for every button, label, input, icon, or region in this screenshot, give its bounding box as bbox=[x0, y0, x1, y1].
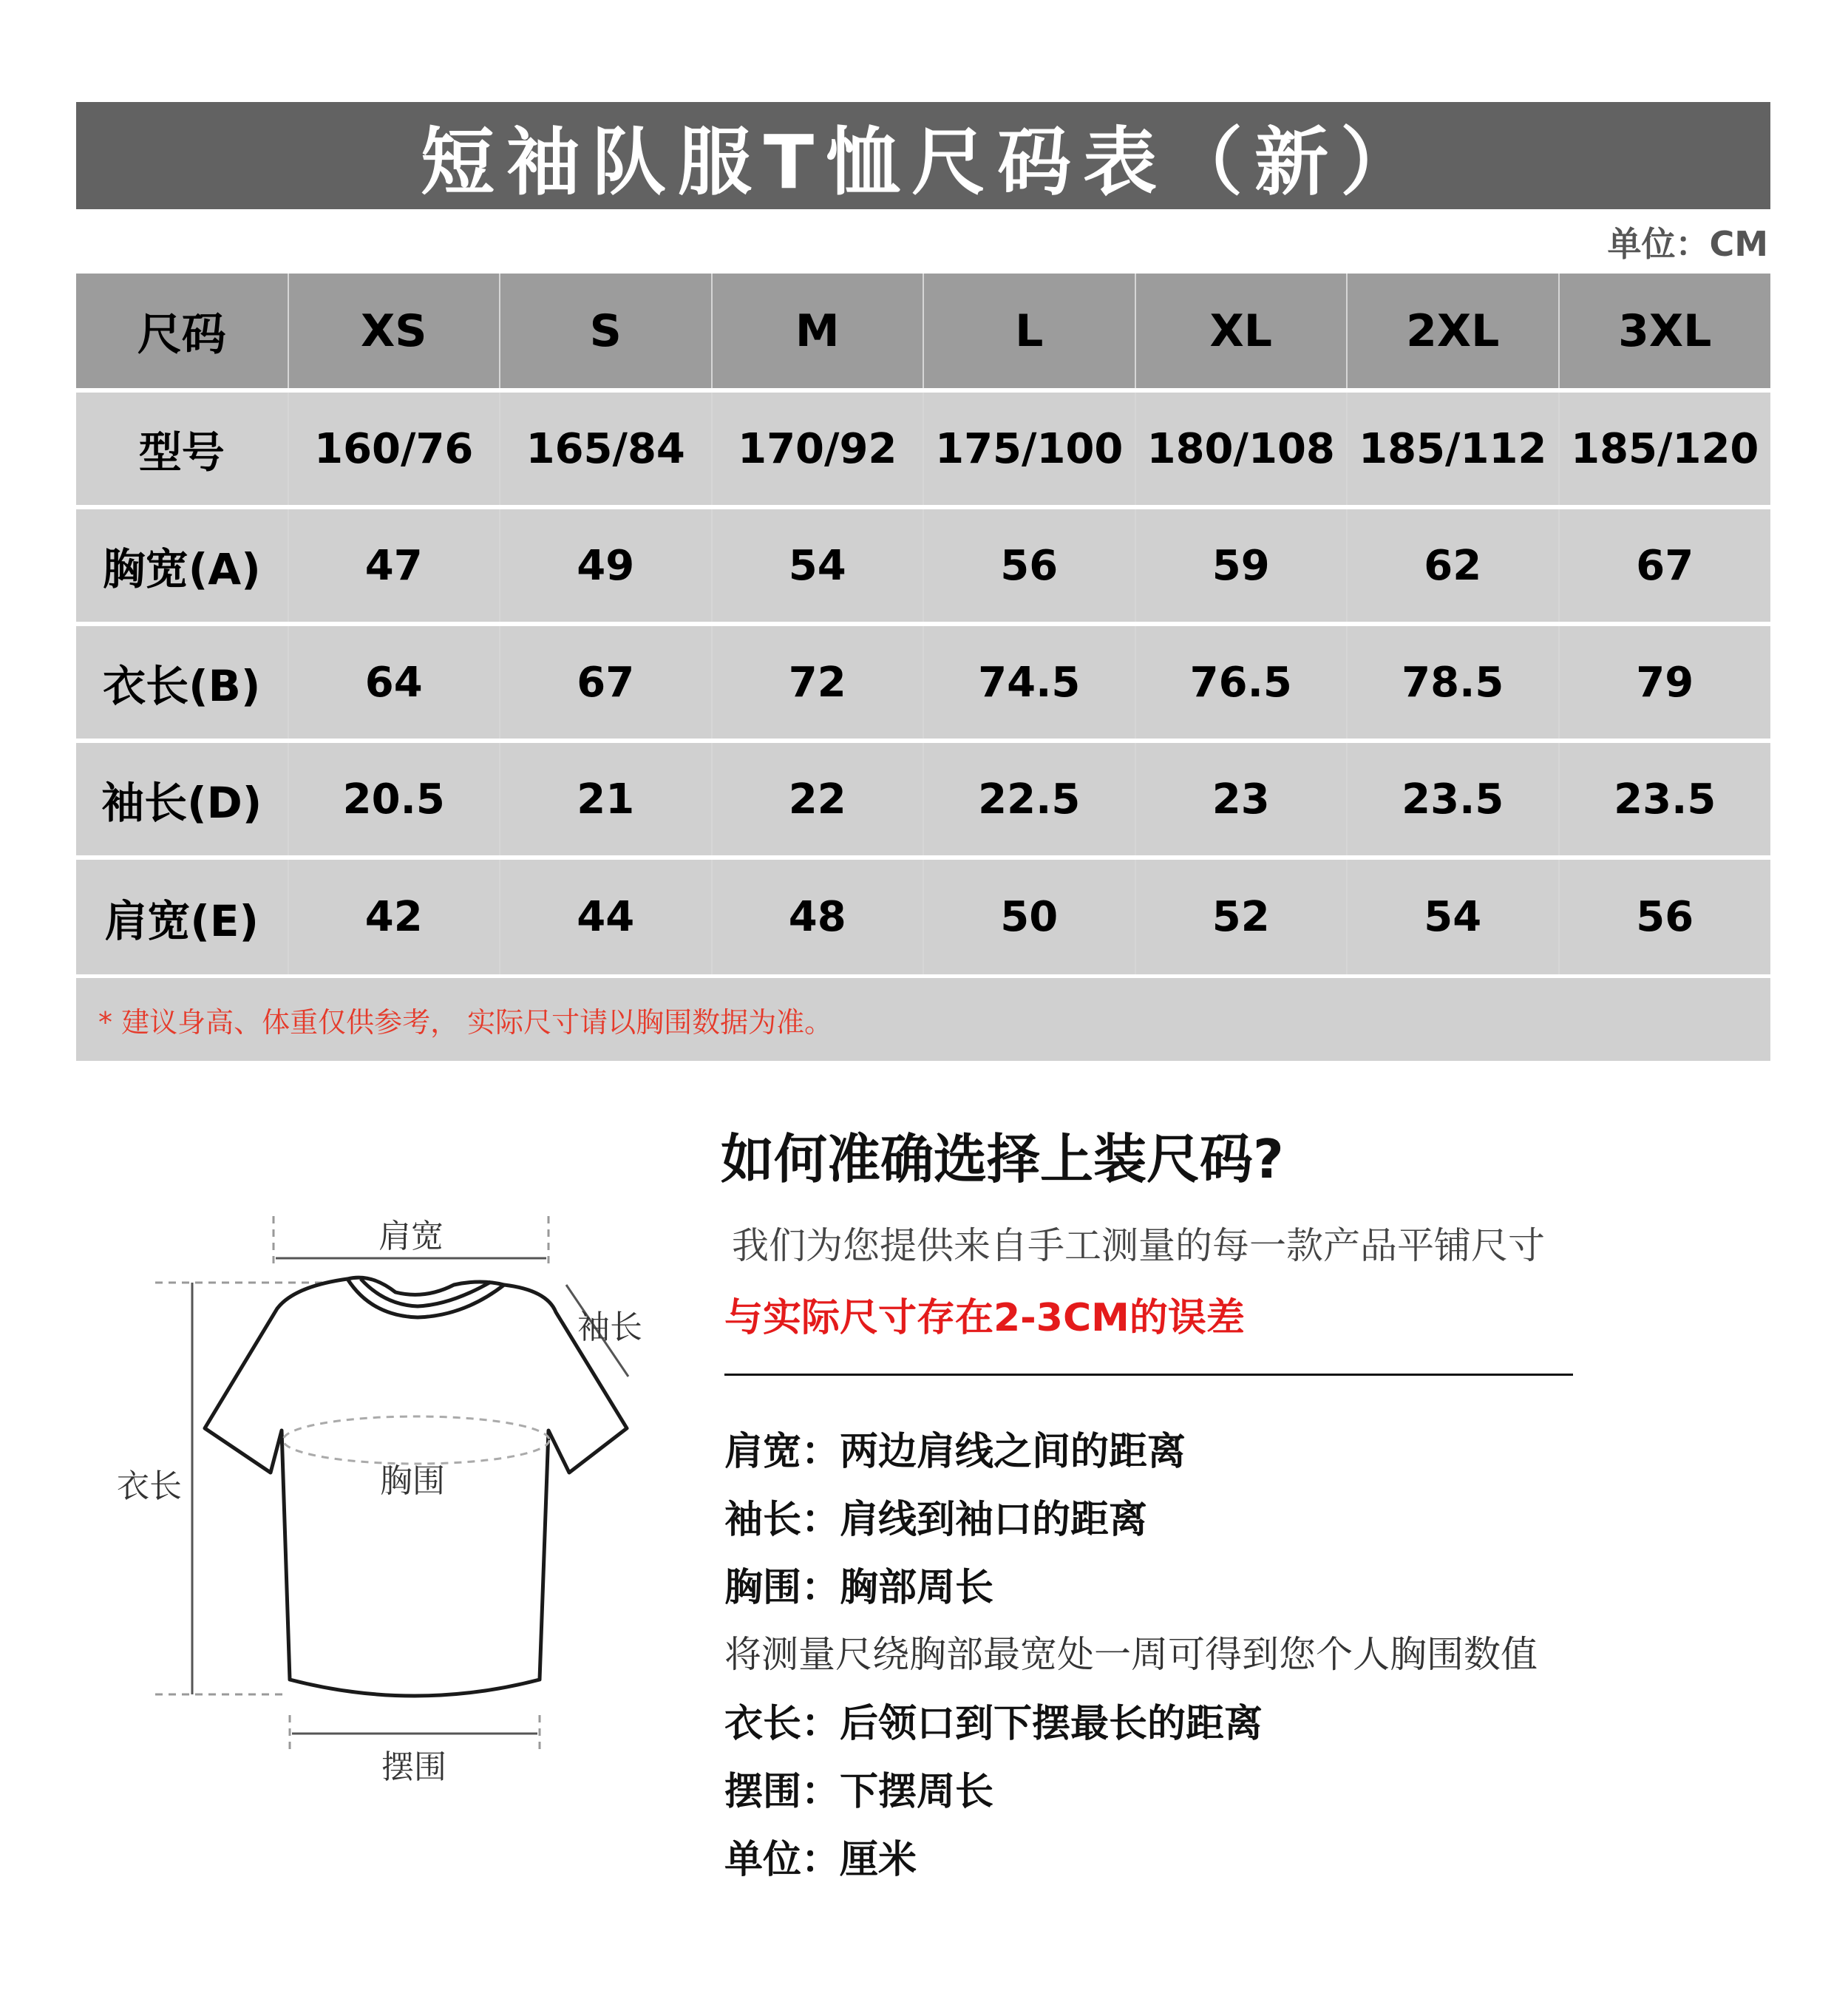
table-cell: 165/84 bbox=[500, 390, 712, 507]
guide-item-chest-tip: 将测量尺绕胸部最宽处一周可得到您个人胸围数值 bbox=[724, 1633, 1538, 1676]
unit-label: 单位：CM bbox=[1607, 224, 1768, 264]
table-cell: 23.5 bbox=[1347, 741, 1559, 858]
guide-list bbox=[724, 1413, 1626, 1890]
header-cell: XS bbox=[288, 274, 500, 390]
row-label: 胸宽(A) bbox=[76, 507, 288, 624]
row-label: 肩宽(E) bbox=[76, 858, 288, 974]
table-cell: 59 bbox=[1135, 507, 1348, 624]
row-label: 型号 bbox=[76, 390, 288, 507]
table-cell: 64 bbox=[288, 624, 500, 741]
divider bbox=[724, 1374, 1573, 1376]
table-cell: 47 bbox=[288, 507, 500, 624]
header-cell: XL bbox=[1135, 274, 1348, 390]
table-cell: 48 bbox=[712, 858, 924, 974]
guide-item-chest: 胸围：胸部周长 bbox=[724, 1565, 994, 1610]
table-cell: 67 bbox=[1559, 507, 1771, 624]
diagram-label-chest: 胸围 bbox=[380, 1462, 445, 1500]
guide-item-shoulder: 肩宽：两边肩线之间的距离 bbox=[724, 1429, 1186, 1474]
table-cell: 180/108 bbox=[1135, 390, 1348, 507]
header-cell: S bbox=[500, 274, 712, 390]
tshirt-measurement-diagram bbox=[96, 1205, 702, 1782]
table-cell: 54 bbox=[1347, 858, 1559, 974]
table-cell: 23.5 bbox=[1559, 741, 1771, 858]
table-cell: 54 bbox=[712, 507, 924, 624]
table-cell: 44 bbox=[500, 858, 712, 974]
size-table bbox=[76, 274, 1770, 974]
table-cell: 79 bbox=[1559, 624, 1771, 741]
header-cell: M bbox=[712, 274, 924, 390]
table-cell: 42 bbox=[288, 858, 500, 974]
table-cell: 175/100 bbox=[923, 390, 1135, 507]
table-cell: 78.5 bbox=[1347, 624, 1559, 741]
size-note: * 建议身高、体重仅供参考， 实际尺寸请以胸围数据为准。 bbox=[76, 978, 1770, 1061]
table-cell: 21 bbox=[500, 741, 712, 858]
table-cell: 56 bbox=[1559, 858, 1771, 974]
diagram-label-shoulder: 肩宽 bbox=[378, 1218, 444, 1255]
table-cell: 22.5 bbox=[923, 741, 1135, 858]
table-cell: 22 bbox=[712, 741, 924, 858]
table-cell: 62 bbox=[1347, 507, 1559, 624]
header-cell-size: 尺码 bbox=[76, 274, 288, 390]
table-cell: 76.5 bbox=[1135, 624, 1348, 741]
table-cell: 52 bbox=[1135, 858, 1348, 974]
header-cell: 2XL bbox=[1347, 274, 1559, 390]
guide-item-hem: 摆围：下摆周长 bbox=[724, 1769, 994, 1814]
page-title: 短袖队服T恤尺码表（新） bbox=[76, 102, 1770, 209]
row-label: 袖长(D) bbox=[76, 741, 288, 858]
table-cell: 49 bbox=[500, 507, 712, 624]
header-cell: 3XL bbox=[1559, 274, 1771, 390]
table-cell: 50 bbox=[923, 858, 1135, 974]
guide-item-sleeve: 袖长：肩线到袖口的距离 bbox=[724, 1497, 1148, 1542]
table-cell: 20.5 bbox=[288, 741, 500, 858]
guide-title: 如何准确选择上装尺码? bbox=[721, 1128, 1284, 1190]
table-row bbox=[76, 624, 1770, 741]
table-header-row bbox=[76, 274, 1770, 390]
table-cell: 160/76 bbox=[288, 390, 500, 507]
guide-item-unit: 单位：厘米 bbox=[724, 1837, 917, 1882]
table-cell: 72 bbox=[712, 624, 924, 741]
guide-intro: 我们为您提供来自手工测量的每一款产品平铺尺寸 bbox=[732, 1224, 1545, 1267]
diagram-label-hem: 摆围 bbox=[381, 1748, 446, 1782]
table-cell: 170/92 bbox=[712, 390, 924, 507]
table-cell: 23 bbox=[1135, 741, 1348, 858]
row-label: 衣长(B) bbox=[76, 624, 288, 741]
guide-warning: 与实际尺寸存在2-3CM的误差 bbox=[724, 1296, 1245, 1340]
diagram-label-sleeve: 袖长 bbox=[577, 1308, 642, 1346]
table-row bbox=[76, 507, 1770, 624]
table-cell: 56 bbox=[923, 507, 1135, 624]
header-cell: L bbox=[923, 274, 1135, 390]
table-row bbox=[76, 390, 1770, 507]
table-row bbox=[76, 741, 1770, 858]
guide-item-length: 衣长：后领口到下摆最长的距离 bbox=[724, 1701, 1263, 1746]
table-cell: 74.5 bbox=[923, 624, 1135, 741]
table-cell: 67 bbox=[500, 624, 712, 741]
table-cell: 185/112 bbox=[1347, 390, 1559, 507]
diagram-label-length: 衣长 bbox=[117, 1467, 182, 1505]
table-row bbox=[76, 858, 1770, 974]
table-cell: 185/120 bbox=[1559, 390, 1771, 507]
